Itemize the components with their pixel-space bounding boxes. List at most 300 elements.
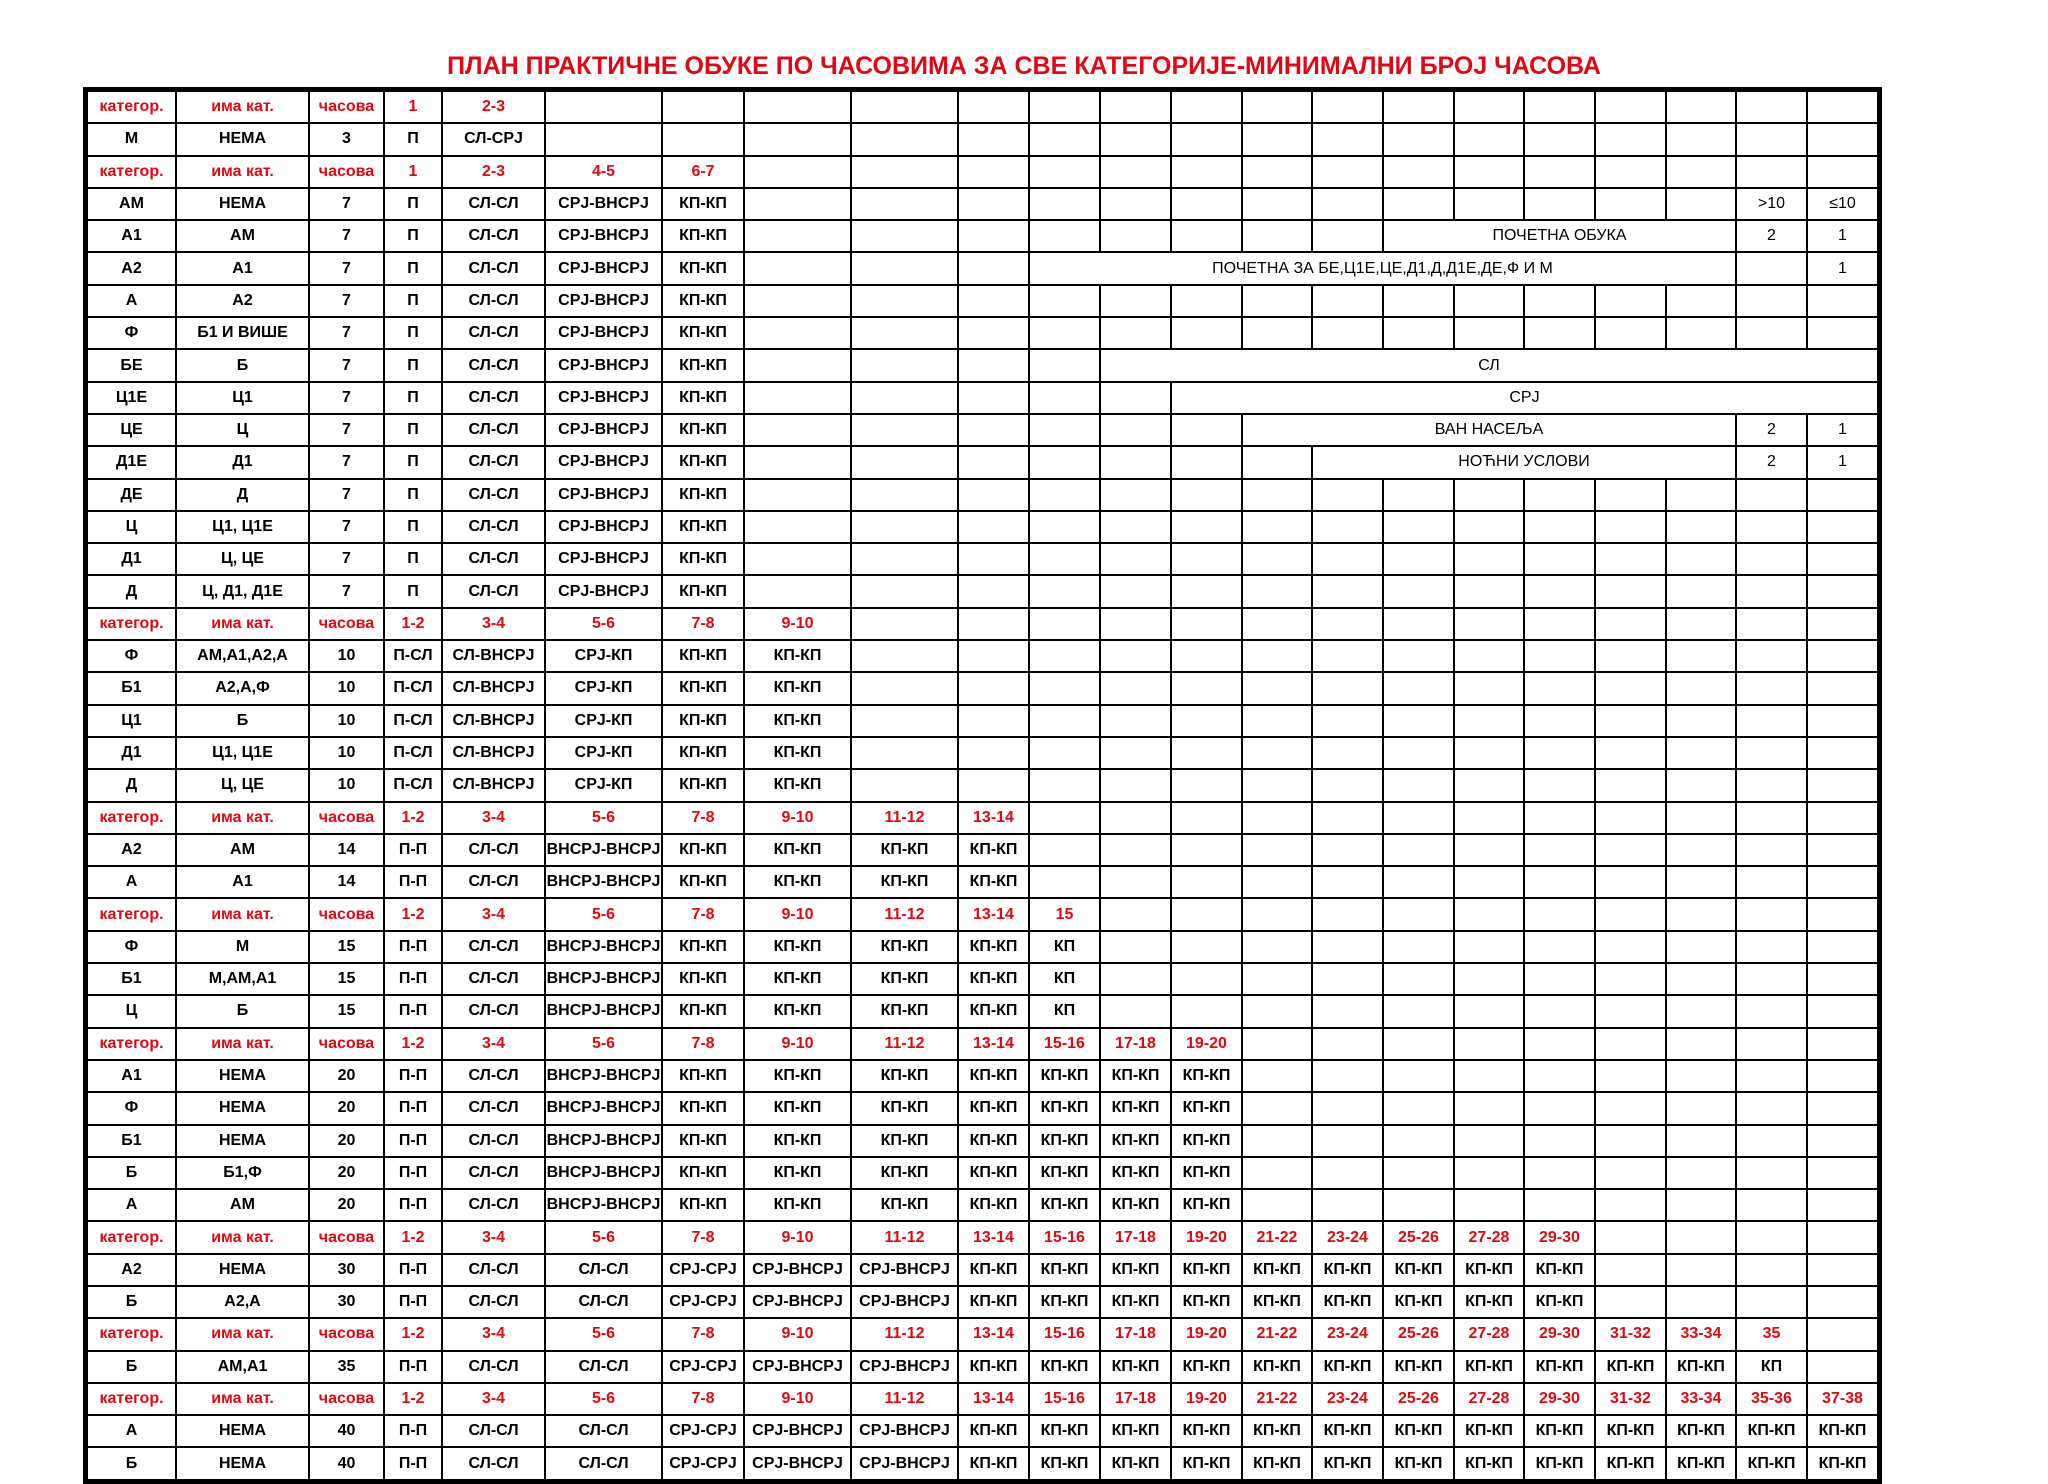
header-cell: 21-22 xyxy=(1242,1221,1312,1253)
header-cell: 4-5 xyxy=(545,156,662,188)
empty-cell xyxy=(1807,1125,1878,1157)
table-cell: КП-КП xyxy=(662,317,744,349)
empty-cell xyxy=(1171,543,1242,575)
table-cell: А1 xyxy=(87,220,176,252)
table-row xyxy=(87,931,1878,963)
header-cell: 23-24 xyxy=(1312,1221,1383,1253)
table-cell: СЛ-СЛ xyxy=(442,1092,545,1124)
empty-cell xyxy=(1383,931,1454,963)
empty-cell xyxy=(1383,1189,1454,1221)
table-cell: СРЈ-КП xyxy=(545,672,662,704)
empty-cell xyxy=(1383,995,1454,1027)
empty-cell xyxy=(1736,931,1807,963)
empty-cell xyxy=(1595,898,1666,930)
empty-cell xyxy=(1383,963,1454,995)
empty-cell xyxy=(1312,640,1383,672)
table-cell: 10 xyxy=(309,672,384,704)
empty-cell xyxy=(1312,963,1383,995)
empty-cell xyxy=(1595,802,1666,834)
empty-cell xyxy=(1807,317,1878,349)
empty-cell xyxy=(1383,479,1454,511)
empty-cell xyxy=(1807,1351,1878,1383)
table-cell: 20 xyxy=(309,1157,384,1189)
table-cell: П-П xyxy=(384,1189,442,1221)
table-cell: КП-КП xyxy=(1100,1286,1171,1318)
table-cell: КП-КП xyxy=(662,963,744,995)
empty-cell xyxy=(1736,1028,1807,1060)
empty-cell xyxy=(1666,672,1736,704)
empty-cell xyxy=(1736,1125,1807,1157)
table-cell: СЛ-СЛ xyxy=(442,349,545,381)
empty-cell xyxy=(1383,285,1454,317)
empty-cell xyxy=(958,608,1029,640)
table-cell: КП-КП xyxy=(851,931,958,963)
table-row xyxy=(87,123,1878,155)
empty-cell xyxy=(1666,898,1736,930)
empty-cell xyxy=(1736,479,1807,511)
empty-cell xyxy=(1100,672,1171,704)
header-cell: има кат. xyxy=(176,1028,309,1060)
header-cell: часова xyxy=(309,802,384,834)
table-cell: 14 xyxy=(309,866,384,898)
table-row xyxy=(87,317,1878,349)
table-cell: КП-КП xyxy=(1524,1254,1595,1286)
table-cell: СЛ-СЛ xyxy=(442,543,545,575)
header-cell: има кат. xyxy=(176,898,309,930)
table-cell: СЛ-СЛ xyxy=(442,414,545,446)
empty-cell xyxy=(1100,156,1171,188)
empty-cell xyxy=(1383,511,1454,543)
empty-cell xyxy=(1171,479,1242,511)
table-cell: КП-КП xyxy=(1383,1447,1454,1479)
table-cell: КП-КП xyxy=(1242,1254,1312,1286)
table-cell: СЛ-СЛ xyxy=(442,285,545,317)
header-row xyxy=(87,1383,1878,1415)
empty-cell xyxy=(1666,866,1736,898)
empty-cell xyxy=(1171,446,1242,478)
empty-cell xyxy=(1524,1125,1595,1157)
empty-cell xyxy=(958,769,1029,801)
empty-cell xyxy=(1312,1060,1383,1092)
table-cell: КП-КП xyxy=(958,1060,1029,1092)
table-cell: КП-КП xyxy=(1736,1447,1807,1479)
empty-cell xyxy=(744,156,851,188)
empty-cell xyxy=(1242,575,1312,607)
empty-cell xyxy=(545,123,662,155)
header-cell: 3-4 xyxy=(442,1028,545,1060)
header-cell: часова xyxy=(309,608,384,640)
empty-cell xyxy=(1171,188,1242,220)
empty-cell xyxy=(1242,1028,1312,1060)
table-row xyxy=(87,834,1878,866)
empty-cell xyxy=(1242,156,1312,188)
empty-cell xyxy=(1454,802,1524,834)
empty-cell xyxy=(958,382,1029,414)
empty-cell xyxy=(1171,737,1242,769)
empty-cell xyxy=(1171,123,1242,155)
table-cell: КП-КП xyxy=(662,446,744,478)
table-cell: 7 xyxy=(309,220,384,252)
table-cell: КП-КП xyxy=(1383,1415,1454,1447)
table-cell: Ц, ЦЕ xyxy=(176,769,309,801)
empty-cell xyxy=(1242,995,1312,1027)
header-cell: 9-10 xyxy=(744,608,851,640)
empty-cell xyxy=(1595,995,1666,1027)
empty-cell xyxy=(1242,123,1312,155)
schedule-table xyxy=(86,90,1879,1481)
empty-cell xyxy=(1595,543,1666,575)
empty-cell xyxy=(1807,963,1878,995)
table-cell: Б1 xyxy=(87,1125,176,1157)
empty-cell xyxy=(1100,382,1171,414)
empty-cell xyxy=(1454,834,1524,866)
empty-cell xyxy=(1454,931,1524,963)
table-row xyxy=(87,1351,1878,1383)
table-cell: КП-КП xyxy=(958,1157,1029,1189)
header-cell: 1-2 xyxy=(384,1383,442,1415)
empty-cell xyxy=(1807,1028,1878,1060)
table-cell: КП-КП xyxy=(1312,1351,1383,1383)
empty-cell xyxy=(545,91,662,123)
empty-cell xyxy=(1454,640,1524,672)
empty-cell xyxy=(958,156,1029,188)
table-row xyxy=(87,188,1878,220)
empty-cell xyxy=(1312,672,1383,704)
header-row xyxy=(87,608,1878,640)
table-cell: 7 xyxy=(309,317,384,349)
note-value-cell: >10 xyxy=(1736,188,1807,220)
empty-cell xyxy=(1383,317,1454,349)
header-cell: 31-32 xyxy=(1595,1383,1666,1415)
table-cell: 40 xyxy=(309,1415,384,1447)
empty-cell xyxy=(1383,575,1454,607)
table-cell: КП-КП xyxy=(851,1157,958,1189)
empty-cell xyxy=(1454,156,1524,188)
table-cell: 15 xyxy=(309,931,384,963)
table-cell: КП-КП xyxy=(1736,1415,1807,1447)
empty-cell xyxy=(1242,963,1312,995)
empty-cell xyxy=(1029,188,1100,220)
table-cell: Б xyxy=(87,1447,176,1479)
table-cell: КП-КП xyxy=(1100,1125,1171,1157)
empty-cell xyxy=(851,285,958,317)
empty-cell xyxy=(1736,963,1807,995)
empty-cell xyxy=(1029,834,1100,866)
empty-cell xyxy=(1100,769,1171,801)
empty-cell xyxy=(851,737,958,769)
table-cell: СЛ-СЛ xyxy=(442,220,545,252)
header-cell: 11-12 xyxy=(851,1318,958,1350)
header-cell: 5-6 xyxy=(545,1318,662,1350)
empty-cell xyxy=(1736,123,1807,155)
empty-cell xyxy=(851,608,958,640)
header-cell: категор. xyxy=(87,1221,176,1253)
empty-cell xyxy=(1736,737,1807,769)
table-cell: СРЈ-ВНСРЈ xyxy=(851,1415,958,1447)
empty-cell xyxy=(1454,575,1524,607)
empty-cell xyxy=(1666,963,1736,995)
table-cell: КП-КП xyxy=(1171,1351,1242,1383)
header-cell: 1 xyxy=(384,156,442,188)
empty-cell xyxy=(1242,285,1312,317)
empty-cell xyxy=(1100,446,1171,478)
empty-cell xyxy=(958,349,1029,381)
empty-cell xyxy=(1312,1125,1383,1157)
table-cell: КП-КП xyxy=(1242,1415,1312,1447)
table-cell: СЛ-СЛ xyxy=(442,1060,545,1092)
header-cell: 15 xyxy=(1029,898,1100,930)
table-row xyxy=(87,446,1878,478)
empty-cell xyxy=(1666,1221,1736,1253)
empty-cell xyxy=(1736,608,1807,640)
empty-cell xyxy=(1666,285,1736,317)
empty-cell xyxy=(958,446,1029,478)
table-row xyxy=(87,737,1878,769)
empty-cell xyxy=(1383,769,1454,801)
empty-cell xyxy=(1171,866,1242,898)
page-title: ПЛАН ПРАКТИЧНЕ ОБУКЕ ПО ЧАСОВИМА ЗА СВЕ КАТЕГОРИЈЕ-МИНИМАЛНИ БРОЈ ЧАСОВА xyxy=(447,52,1601,80)
table-cell: ВНСРЈ-ВНСРЈ xyxy=(545,995,662,1027)
table-cell: СРЈ-СРЈ xyxy=(662,1286,744,1318)
empty-cell xyxy=(1029,479,1100,511)
empty-cell xyxy=(1595,866,1666,898)
header-row xyxy=(87,802,1878,834)
table-cell: Ц1Е xyxy=(87,382,176,414)
header-cell: категор. xyxy=(87,91,176,123)
table-cell: Б xyxy=(176,349,309,381)
header-cell: 27-28 xyxy=(1454,1383,1524,1415)
header-cell: 31-32 xyxy=(1595,1318,1666,1350)
empty-cell xyxy=(1100,931,1171,963)
header-cell: 33-34 xyxy=(1666,1318,1736,1350)
table-cell: КП-КП xyxy=(662,252,744,284)
table-cell: СЛ-СЛ xyxy=(442,931,545,963)
empty-cell xyxy=(1524,1060,1595,1092)
table-cell: СЛ-СЛ xyxy=(442,1351,545,1383)
empty-cell xyxy=(1242,769,1312,801)
table-cell: КП-КП xyxy=(662,866,744,898)
table-cell: СРЈ-ВНСРЈ xyxy=(545,220,662,252)
table-cell: СЛ-СЛ xyxy=(442,575,545,607)
empty-cell xyxy=(1242,317,1312,349)
header-cell: 15-16 xyxy=(1029,1221,1100,1253)
table-cell: КП-КП xyxy=(1242,1286,1312,1318)
empty-cell xyxy=(1312,1028,1383,1060)
empty-cell xyxy=(1524,802,1595,834)
table-cell: КП-КП xyxy=(1029,1415,1100,1447)
header-cell: има кат. xyxy=(176,156,309,188)
empty-cell xyxy=(1807,672,1878,704)
table-cell: КП-КП xyxy=(1595,1415,1666,1447)
table-cell: КП-КП xyxy=(662,511,744,543)
header-cell: 11-12 xyxy=(851,1028,958,1060)
empty-cell xyxy=(1736,1092,1807,1124)
empty-cell xyxy=(1100,317,1171,349)
empty-cell xyxy=(1029,220,1100,252)
empty-cell xyxy=(1736,252,1807,284)
table-cell: СЛ-ВНСРЈ xyxy=(442,737,545,769)
table-cell: Б xyxy=(87,1157,176,1189)
empty-cell xyxy=(1383,608,1454,640)
table-cell: М,АМ,А1 xyxy=(176,963,309,995)
table-cell: КП-КП xyxy=(1171,1125,1242,1157)
table-cell: АМ xyxy=(87,188,176,220)
note-value-cell: 2 xyxy=(1736,220,1807,252)
header-cell: 19-20 xyxy=(1171,1318,1242,1350)
table-cell: КП-КП xyxy=(851,1092,958,1124)
empty-cell xyxy=(1524,672,1595,704)
table-cell: М xyxy=(176,931,309,963)
table-cell: КП-КП xyxy=(662,414,744,446)
empty-cell xyxy=(1171,705,1242,737)
table-cell: КП-КП xyxy=(1454,1415,1524,1447)
table-cell: А2 xyxy=(87,834,176,866)
table-cell: СЛ-СЛ xyxy=(545,1415,662,1447)
empty-cell xyxy=(1807,866,1878,898)
empty-cell xyxy=(1524,1157,1595,1189)
empty-cell xyxy=(1595,608,1666,640)
empty-cell xyxy=(1383,898,1454,930)
table-cell: П xyxy=(384,349,442,381)
empty-cell xyxy=(1242,91,1312,123)
empty-cell xyxy=(1383,123,1454,155)
table-cell: П xyxy=(384,511,442,543)
table-cell: СРЈ-СРЈ xyxy=(662,1351,744,1383)
table-row xyxy=(87,1060,1878,1092)
empty-cell xyxy=(958,511,1029,543)
empty-cell xyxy=(1595,511,1666,543)
table-cell: П-П xyxy=(384,1447,442,1479)
empty-cell xyxy=(1171,511,1242,543)
table-row xyxy=(87,252,1878,284)
table-cell: КП-КП xyxy=(662,769,744,801)
empty-cell xyxy=(1383,1125,1454,1157)
empty-cell xyxy=(1100,511,1171,543)
empty-cell xyxy=(1595,705,1666,737)
empty-cell xyxy=(1666,1092,1736,1124)
table-cell: КП-КП xyxy=(662,349,744,381)
empty-cell xyxy=(1666,1189,1736,1221)
empty-cell xyxy=(1312,156,1383,188)
empty-cell xyxy=(1736,543,1807,575)
table-cell: КП-КП xyxy=(744,1060,851,1092)
empty-cell xyxy=(1807,511,1878,543)
empty-cell xyxy=(1807,123,1878,155)
table-cell: БЕ xyxy=(87,349,176,381)
table-cell: КП-КП xyxy=(662,995,744,1027)
table-cell: КП-КП xyxy=(851,1189,958,1221)
empty-cell xyxy=(1029,608,1100,640)
empty-cell xyxy=(1100,91,1171,123)
empty-cell xyxy=(1666,575,1736,607)
empty-cell xyxy=(851,382,958,414)
empty-cell xyxy=(1100,834,1171,866)
empty-cell xyxy=(1595,188,1666,220)
empty-cell xyxy=(1171,963,1242,995)
empty-cell xyxy=(1736,834,1807,866)
empty-cell xyxy=(1383,1028,1454,1060)
empty-cell xyxy=(958,252,1029,284)
table-cell: Ф xyxy=(87,640,176,672)
table-cell: П xyxy=(384,414,442,446)
header-cell: 2-3 xyxy=(442,91,545,123)
empty-cell xyxy=(1524,575,1595,607)
table-cell: СЛ-СЛ xyxy=(442,382,545,414)
table-row xyxy=(87,1286,1878,1318)
empty-cell xyxy=(1100,575,1171,607)
empty-cell xyxy=(1807,995,1878,1027)
table-cell: КП-КП xyxy=(744,995,851,1027)
table-cell: КП-КП xyxy=(1171,1415,1242,1447)
table-cell: СЛ-ВНСРЈ xyxy=(442,672,545,704)
table-cell: СЛ-СЛ xyxy=(442,995,545,1027)
empty-cell xyxy=(1383,705,1454,737)
table-cell: КП-КП xyxy=(1100,1351,1171,1383)
empty-cell xyxy=(1666,156,1736,188)
table-cell: КП-КП xyxy=(958,1447,1029,1479)
table-cell: СЛ-СЛ xyxy=(545,1351,662,1383)
table-cell: КП-КП xyxy=(1242,1351,1312,1383)
empty-cell xyxy=(1736,1221,1807,1253)
table-cell: П-П xyxy=(384,931,442,963)
empty-cell xyxy=(1736,285,1807,317)
empty-cell xyxy=(1454,317,1524,349)
table-cell: КП-КП xyxy=(1029,1060,1100,1092)
empty-cell xyxy=(1736,866,1807,898)
table-cell: КП-КП xyxy=(1029,1286,1100,1318)
table-cell: КП-КП xyxy=(662,543,744,575)
header-cell: категор. xyxy=(87,608,176,640)
empty-cell xyxy=(1524,834,1595,866)
empty-cell xyxy=(1171,285,1242,317)
header-cell: 1-2 xyxy=(384,802,442,834)
table-cell: КП-КП xyxy=(662,188,744,220)
table-cell: П-П xyxy=(384,995,442,1027)
table-cell: КП-КП xyxy=(1312,1286,1383,1318)
table-cell: СРЈ-ВНСРЈ xyxy=(851,1447,958,1479)
table-cell: КП-КП xyxy=(1595,1351,1666,1383)
table-cell: Ц xyxy=(87,995,176,1027)
table-cell: П-П xyxy=(384,963,442,995)
empty-cell xyxy=(1666,1286,1736,1318)
empty-cell xyxy=(1666,931,1736,963)
table-cell: СРЈ-ВНСРЈ xyxy=(545,285,662,317)
empty-cell xyxy=(1312,543,1383,575)
table-cell: П-П xyxy=(384,1125,442,1157)
empty-cell xyxy=(1807,898,1878,930)
table-row xyxy=(87,479,1878,511)
empty-cell xyxy=(1807,1189,1878,1221)
table-cell: СРЈ-ВНСРЈ xyxy=(545,188,662,220)
empty-cell xyxy=(744,123,851,155)
empty-cell xyxy=(1666,1028,1736,1060)
empty-cell xyxy=(1595,834,1666,866)
header-cell: 1-2 xyxy=(384,1318,442,1350)
table-cell: СРЈ-ВНСРЈ xyxy=(851,1351,958,1383)
table-cell: КП-КП xyxy=(744,1157,851,1189)
empty-cell xyxy=(1595,317,1666,349)
empty-cell xyxy=(1807,156,1878,188)
table-cell: ЦЕ xyxy=(87,414,176,446)
header-cell: 1-2 xyxy=(384,608,442,640)
header-row xyxy=(87,898,1878,930)
table-cell: СРЈ-СРЈ xyxy=(662,1415,744,1447)
empty-cell xyxy=(1312,866,1383,898)
table-cell: 10 xyxy=(309,737,384,769)
table-cell: КП-КП xyxy=(1171,1286,1242,1318)
empty-cell xyxy=(1171,672,1242,704)
table-cell: 15 xyxy=(309,995,384,1027)
